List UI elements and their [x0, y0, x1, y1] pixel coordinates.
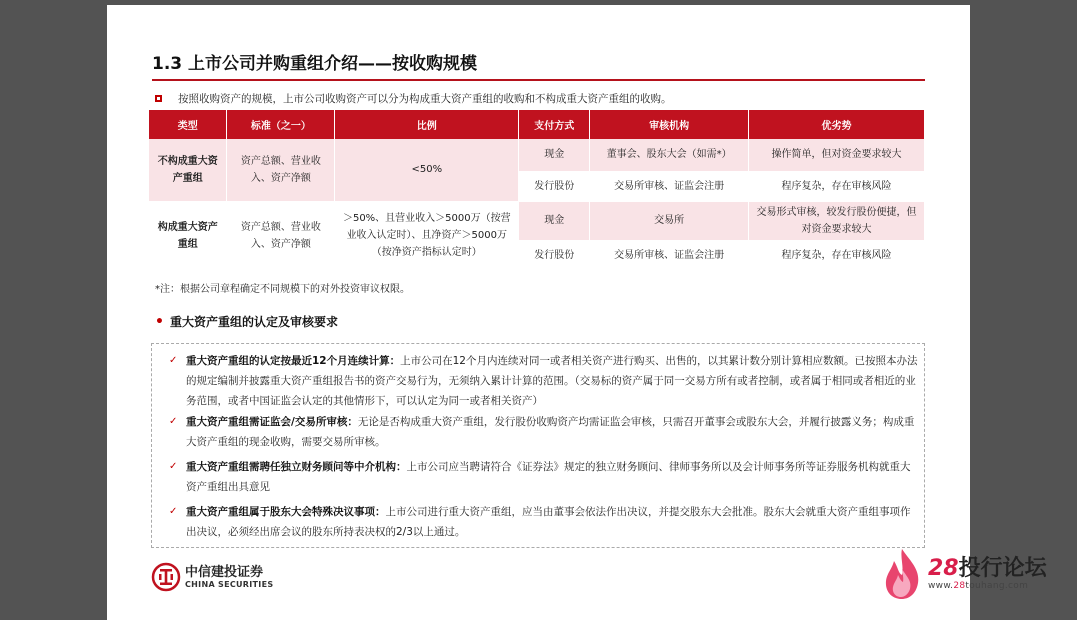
cell-pros-cons: 交易形式审核，较发行股份便捷，但对资金要求较大: [749, 201, 925, 240]
intro-line: [155, 91, 672, 106]
cell-payment: 发行股份: [519, 171, 590, 201]
header-review: 审核机构: [590, 110, 749, 139]
item-text: 上市公司进行重大资产重组，应当由董事会依法作出决议，并提交股东大会批准。股东大会就重大资产重组事项作出决议，必须经出席会议的股东所持表决权的2/3以上通过。: [186, 506, 911, 538]
check-icon: ✓: [169, 416, 178, 427]
header-standard: 标准（之一）: [227, 110, 335, 139]
header-type: 类型: [149, 110, 227, 139]
header-payment: 支付方式: [519, 110, 590, 139]
table-footnote: *注：根据公司章程确定不同规模下的对外投资审议权限。: [155, 284, 410, 295]
table-row: [149, 201, 925, 240]
document-page: [107, 5, 970, 620]
header-ratio: 比例: [335, 110, 519, 139]
list-item: [186, 351, 918, 411]
forum-watermark: [880, 547, 1047, 601]
list-item: [186, 457, 918, 497]
item-text: 上市公司应当聘请符合《证券法》规定的独立财务顾问、律师事务所以及会计师事务所等证券服务机构就重大资产重组出具意见: [186, 461, 911, 493]
item-text: 上市公司在12个月内连续对同一或者相关资产进行购买、出售的，以其累计数分别计算相应数额。已按照本办法的规定编制并披露重大资产重组报告书的资产交易行为，无须纳入累计计算的范围。（交易标的资产属于同一交易方所有或者控制，或者属于相同或者相近的业务范围，或者中国证监会认定的其他情形下，可以认定为同一或者相关资产）: [186, 355, 918, 407]
flame-icon: [880, 547, 924, 601]
watermark-url: www.28touhang.com: [928, 581, 1029, 591]
cell-pros-cons: 程序复杂，存在审核风险: [749, 171, 925, 201]
item-lead: 重大资产重组的认定按最近12个月连续计算：: [186, 355, 401, 367]
page-title: 1.3 上市公司并购重组介绍——按收购规模: [152, 54, 478, 74]
table-header-row: [149, 110, 925, 139]
company-logo: [151, 562, 273, 592]
check-icon: ✓: [169, 355, 178, 366]
logo-chinese-name: 中信建投证券: [185, 564, 264, 580]
title-divider: [152, 79, 925, 81]
cell-ratio: ＞50%、且营业收入＞5000万（按营业收入认定时）、且净资产＞5000万（按净资产指标认定时）: [335, 201, 519, 270]
cell-standard: 资产总额、营业收入、资产净额: [227, 139, 335, 201]
check-icon: ✓: [169, 506, 178, 517]
cell-standard: 资产总额、营业收入、资产净额: [227, 201, 335, 270]
requirements-box: [151, 343, 925, 548]
cell-review: 交易所审核、证监会注册: [590, 171, 749, 201]
cell-type: 不构成重大资产重组: [149, 139, 227, 201]
section-title: 重大资产重组的认定及审核要求: [169, 315, 338, 329]
item-lead: 重大资产重组需证监会/交易所审核：: [186, 416, 358, 428]
item-lead: 重大资产重组属于股东大会特殊决议事项：: [186, 506, 386, 518]
logo-english-name: CHINA SECURITIES: [185, 579, 274, 589]
cell-pros-cons: 操作简单，但对资金要求较大: [749, 139, 925, 171]
citic-logo-icon: [151, 562, 181, 592]
cell-ratio: <50%: [335, 139, 519, 201]
cell-payment: 现金: [519, 201, 590, 240]
cell-review: 交易所: [590, 201, 749, 240]
cell-type: 构成重大资产重组: [149, 201, 227, 270]
watermark-title: 投行论坛: [958, 556, 1047, 581]
list-item: [186, 412, 918, 452]
item-lead: 重大资产重组需聘任独立财务顾问等中介机构：: [186, 461, 407, 473]
cell-payment: 发行股份: [519, 240, 590, 270]
square-bullet-icon: [155, 95, 162, 102]
list-item: [186, 502, 918, 542]
check-icon: ✓: [169, 461, 178, 472]
acquisition-table: [149, 110, 925, 271]
cell-payment: 现金: [519, 139, 590, 171]
table-row: [149, 139, 925, 171]
section-heading: [155, 313, 338, 330]
item-text: 无论是否构成重大资产重组，发行股份收购资产均需证监会审核，只需召开董事会或股东大会，并履行披露义务；构成重大资产重组的现金收购，需要交易所审核。: [186, 416, 915, 448]
header-pros-cons: 优劣势: [749, 110, 925, 139]
watermark-number: 28: [928, 556, 959, 581]
cell-pros-cons: 程序复杂，存在审核风险: [749, 240, 925, 270]
intro-text: 按照收购资产的规模，上市公司收购资产可以分为构成重大资产重组的收购和不构成重大资产重组的收购。: [178, 93, 672, 105]
cell-review: 董事会、股东大会（如需*）: [590, 139, 749, 171]
bullet-dot-icon: •: [155, 313, 164, 330]
cell-review: 交易所审核、证监会注册: [590, 240, 749, 270]
